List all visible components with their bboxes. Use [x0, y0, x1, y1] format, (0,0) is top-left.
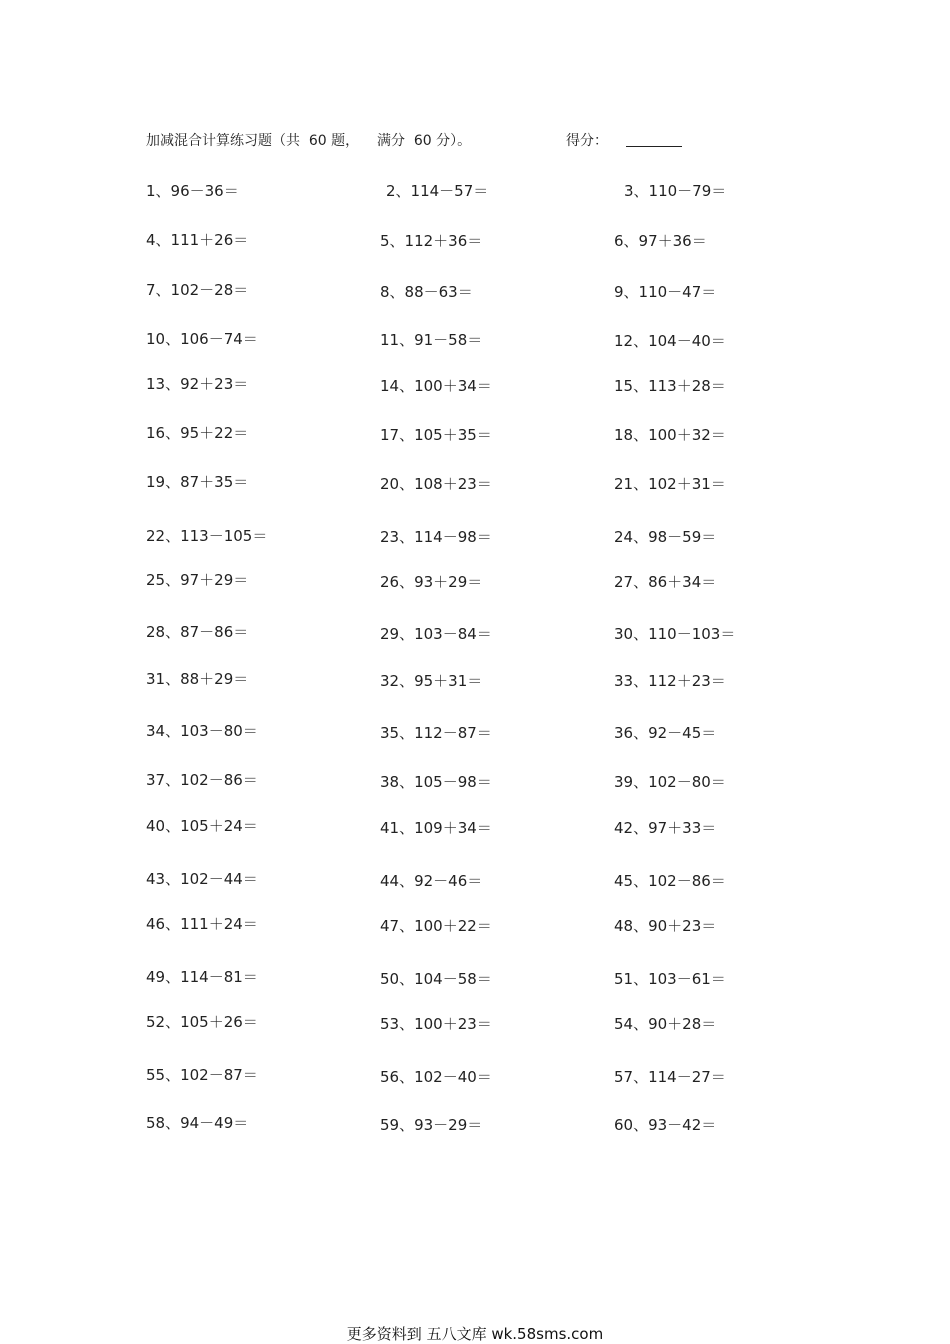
problem-item: 9、110－47＝: [614, 283, 717, 301]
problem-item: 1、96－36＝: [146, 182, 239, 200]
problem-item: 33、112＋23＝: [614, 672, 726, 690]
problem-item: 25、97＋29＝: [146, 571, 249, 589]
problem-item: 2、114－57＝: [386, 182, 489, 200]
problem-item: 32、95＋31＝: [380, 672, 483, 690]
problem-item: 8、88－63＝: [380, 283, 473, 301]
problem-item: 53、100＋23＝: [380, 1015, 492, 1033]
problem-item: 7、102－28＝: [146, 281, 249, 299]
problem-item: 42、97＋33＝: [614, 819, 717, 837]
problem-item: 11、91－58＝: [380, 331, 483, 349]
problem-item: 54、90＋28＝: [614, 1015, 717, 1033]
problem-item: 12、104－40＝: [614, 332, 726, 350]
problem-item: 18、100＋32＝: [614, 426, 726, 444]
problem-item: 43、102－44＝: [146, 870, 258, 888]
problem-item: 39、102－80＝: [614, 773, 726, 791]
problem-item: 14、100＋34＝: [380, 377, 492, 395]
problem-item: 6、97＋36＝: [614, 232, 707, 250]
problem-item: 46、111＋24＝: [146, 915, 258, 933]
problem-item: 38、105－98＝: [380, 773, 492, 791]
problem-item: 47、100＋22＝: [380, 917, 492, 935]
problem-item: 41、109＋34＝: [380, 819, 492, 837]
problem-item: 45、102－86＝: [614, 872, 726, 890]
problem-item: 5、112＋36＝: [380, 232, 483, 250]
problem-item: 20、108＋23＝: [380, 475, 492, 493]
worksheet-title: 加减混合计算练习题（共 60 题， 满分 60 分）。: [146, 133, 472, 149]
problem-item: 27、86＋34＝: [614, 573, 717, 591]
problem-item: 23、114－98＝: [380, 528, 492, 546]
problem-item: 40、105＋24＝: [146, 817, 258, 835]
problem-item: 17、105＋35＝: [380, 426, 492, 444]
problem-item: 55、102－87＝: [146, 1066, 258, 1084]
problem-item: 16、95＋22＝: [146, 424, 249, 442]
problem-item: 13、92＋23＝: [146, 375, 249, 393]
problem-item: 22、113－105＝: [146, 527, 268, 545]
problem-item: 31、88＋29＝: [146, 670, 249, 688]
score-label: 得分：: [566, 133, 608, 149]
problem-item: 58、94－49＝: [146, 1114, 249, 1132]
problem-item: 44、92－46＝: [380, 872, 483, 890]
problem-item: 52、105＋26＝: [146, 1013, 258, 1031]
problem-item: 3、110－79＝: [624, 182, 727, 200]
problem-item: 50、104－58＝: [380, 970, 492, 988]
problem-item: 49、114－81＝: [146, 968, 258, 986]
problem-item: 57、114－27＝: [614, 1068, 726, 1086]
problem-item: 36、92－45＝: [614, 724, 717, 742]
problem-item: 48、90＋23＝: [614, 917, 717, 935]
problem-item: 37、102－86＝: [146, 771, 258, 789]
problem-item: 26、93＋29＝: [380, 573, 483, 591]
problem-item: 28、87－86＝: [146, 623, 249, 641]
problem-item: 4、111＋26＝: [146, 231, 249, 249]
problem-item: 56、102－40＝: [380, 1068, 492, 1086]
problem-item: 51、103－61＝: [614, 970, 726, 988]
problem-item: 24、98－59＝: [614, 528, 717, 546]
problem-item: 15、113＋28＝: [614, 377, 726, 395]
problem-item: 10、106－74＝: [146, 330, 258, 348]
footer-link[interactable]: 更多资料到 五八文库 wk.58sms.com: [346, 1325, 604, 1343]
problem-item: 30、110－103＝: [614, 625, 736, 643]
problem-item: 29、103－84＝: [380, 625, 492, 643]
problem-item: 35、112－87＝: [380, 724, 492, 742]
problem-item: 59、93－29＝: [380, 1116, 483, 1134]
problem-item: 21、102＋31＝: [614, 475, 726, 493]
problem-item: 60、93－42＝: [614, 1116, 717, 1134]
problem-item: 19、87＋35＝: [146, 473, 249, 491]
score-blank[interactable]: [626, 146, 682, 147]
problem-item: 34、103－80＝: [146, 722, 258, 740]
